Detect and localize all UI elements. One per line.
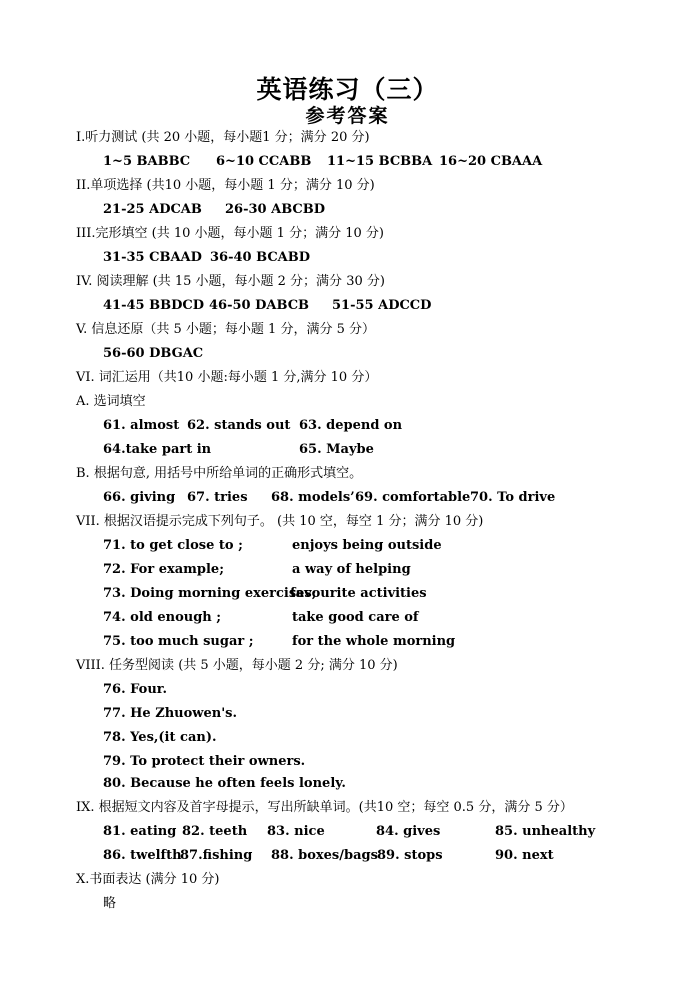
answer-line: 80. Because he often feels lonely. [103,776,346,791]
answer-row-reading [76,294,676,318]
answer-row-word-choice-1 [76,414,676,438]
answer-item: 68. models’ [271,490,355,505]
section-heading-task-reading: VIII. 任务型阅读 (共 5 小题，每小题 2 分; 满分 10 分) [76,658,398,673]
answer-item: 41-45 BBDCD [103,298,204,313]
answer-item: 26-30 ABCBD [225,202,326,217]
answer-item: 82. teeth [182,824,248,839]
answer-item: 69. comfortable [355,490,471,505]
section-heading-single-choice: II.单项选择 (共10 小题，每小题 1 分；满分 10 分) [76,178,375,193]
section-heading-sentence-completion: VII. 根据汉语提示完成下列句子。 (共 10 空，每空 1 分；满分 10 分) [76,514,484,529]
answer-row-word-form [76,486,676,510]
section-heading-word-spelling: IX. 根据短文内容及首字母提示，写出所缺单词。(共10 空；每空 0.5 分，满分 5 分） [76,800,573,815]
answer-item: 36-40 BCABD [210,250,311,265]
answer-item: 89. stops [377,848,443,863]
subsection-heading-word-form: B. 根据句意, 用括号中所给单词的正确形式填空。 [76,466,363,481]
answer-row-sentence [76,582,676,606]
answer-item: 90. next [495,848,554,863]
answer-item: favourite activities [290,586,427,601]
answer-item: for the whole morning [292,634,456,649]
answer-item: 72. For example; [103,562,225,577]
answer-row-sentence [76,630,676,654]
answer-item: 62. stands out [187,418,291,433]
section-heading-info-restore: V. 信息还原（共 5 小题；每小题 1 分，满分 5 分） [76,322,375,337]
subsection-heading-word-choice: A. 选词填空 [76,394,146,409]
answer-item: 81. eating [103,824,177,839]
answer-item: 21-25 ADCAB [103,202,202,217]
answer-line: 77. He Zhuowen's. [103,706,238,721]
answer-row-listening [76,150,676,174]
answer-item: 65. Maybe [299,442,374,457]
answer-content [76,126,676,916]
answer-item: 74. old enough ; [103,610,222,625]
answer-item: 86. twelfth [103,848,182,863]
answer-item: 63. depend on [299,418,403,433]
answer-line: 76. Four. [103,682,167,697]
section-heading-reading: IV. 阅读理解 (共 15 小题，每小题 2 分；满分 30 分) [76,274,385,289]
section-heading-vocabulary: VI. 词汇运用（共10 小题:每小题 1 分,满分 10 分） [76,370,378,385]
answer-row-sentence [76,534,676,558]
answer-row-sentence [76,606,676,630]
answer-row-sentence [76,558,676,582]
answer-row-word-choice-2 [76,438,676,462]
answer-line: 78. Yes,(it can). [103,730,217,745]
answer-item: 51-55 ADCCD [332,298,432,313]
answer-item: 61. almost [103,418,180,433]
answer-item: 1~5 BABBC [103,154,191,169]
answer-item: 6~10 CCABB [216,154,312,169]
answer-line-writing: 略 [103,896,117,911]
section-heading-cloze: III.完形填空 (共 10 小题，每小题 1 分；满分 10 分) [76,226,384,241]
answer-item: 70. To drive [470,490,556,505]
answer-item: 16~20 CBAAA [439,154,543,169]
answer-line: 79. To protect their owners. [103,754,306,769]
answer-row-single-choice [76,198,676,222]
answer-item: take good care of [292,610,419,625]
answer-item: 46-50 DABCB [209,298,310,313]
answer-row-cloze [76,246,676,270]
section-heading-listening: I.听力测试 (共 20 小题，每小题1 分；满分 20 分) [76,130,370,145]
answer-item: 64.take part in [103,442,212,457]
answer-item: 31-35 CBAAD [103,250,202,265]
answer-item: a way of helping [292,562,411,577]
answer-item: 11~15 BCBBA [327,154,433,169]
answer-row-word-spelling-2 [76,844,676,868]
section-heading-writing: X.书面表达 (满分 10 分) [76,872,220,887]
answer-item: 85. unhealthy [495,824,596,839]
page-title: 英语练习（三） [256,75,439,104]
answer-item: 75. too much sugar ; [103,634,254,649]
answer-row-word-spelling-1 [76,820,676,844]
answer-item: 87.fishing [180,848,253,863]
answer-item: 73. Doing morning exercises; [103,586,317,601]
page-subtitle: 参考答案 [305,105,390,127]
answer-item: 88. boxes/bags [271,848,378,863]
answer-item: 83. nice [267,824,325,839]
answer-item: 66. giving [103,490,176,505]
answer-item: enjoys being outside [292,538,442,553]
answer-item: 67. tries [187,490,248,505]
answer-row-info-restore: 56-60 DBGAC [103,346,204,361]
answer-item: 71. to get close to ; [103,538,243,553]
answer-item: 84. gives [376,824,441,839]
